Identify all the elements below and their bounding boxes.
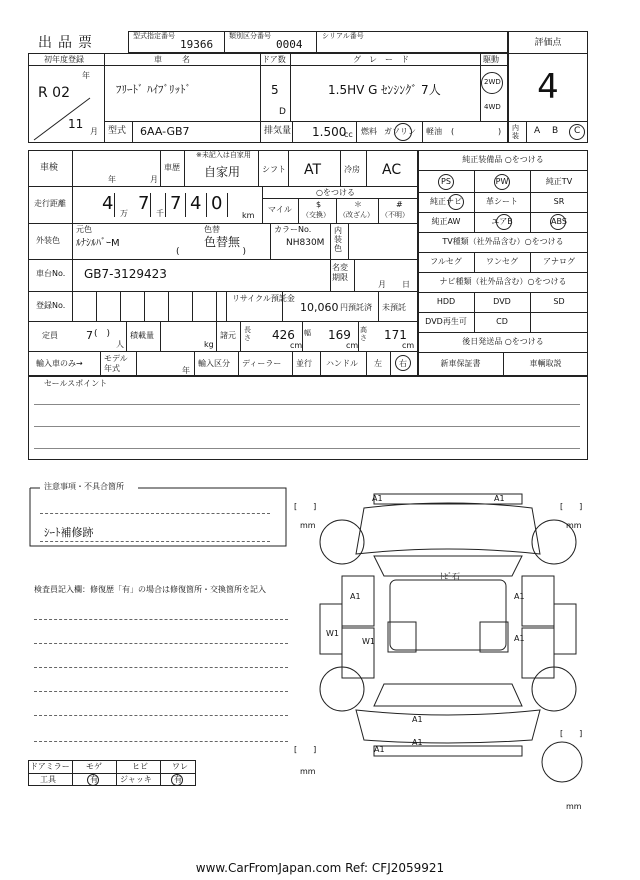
length-cm: cm — [290, 341, 303, 350]
class-no: 0004 — [276, 38, 303, 51]
dmg-label-front-bumper: A1 — [372, 494, 383, 503]
tire-paren-fr: [ ] — [560, 502, 583, 511]
model-year-label: モデル年式 — [104, 354, 128, 373]
handle-selected-circle — [395, 355, 411, 371]
dmg-label-right-front-door: A1 — [514, 592, 525, 601]
model-approval-label: 型式指定番号 — [133, 32, 175, 40]
inspection-month-unit: 月 — [150, 175, 158, 184]
displacement-label: 排気量 — [264, 126, 292, 136]
doors-label: ドア数 — [262, 55, 286, 64]
interior-selected-circle — [569, 124, 585, 140]
name-change-day: 日 — [402, 280, 410, 289]
parallel-label: 並行 — [296, 359, 312, 368]
footer-ref: www.CarFromJapan.com Ref: CFJ2059921 — [195, 861, 445, 875]
tv-analog: アナログ — [543, 257, 575, 266]
recycle-deposited: 円預託済 — [340, 303, 372, 312]
doors-type: D — [279, 107, 286, 117]
notes-title: 注意事項・不具合箇所 — [44, 482, 124, 491]
color-no: NH830M — [286, 238, 325, 248]
fuel-light-oil: 軽油 — [426, 127, 442, 136]
fuel-label: 燃料 — [361, 127, 377, 136]
width: 169 — [328, 328, 351, 342]
swap-symbol: $ — [316, 200, 322, 209]
navi-cd: CD — [496, 317, 508, 326]
unknown-symbol: # — [396, 200, 403, 209]
tire-mm-rl: mm — [300, 767, 316, 776]
dmg-label-right-rear-door: A1 — [514, 634, 525, 643]
color-label: 外装色 — [36, 236, 60, 245]
tire-paren-rl: [ ] — [294, 745, 317, 754]
mileage-digit-4: 4 — [190, 193, 202, 214]
dmg-label-rear-lower: A1 — [412, 738, 423, 747]
height-cm: cm — [402, 341, 415, 350]
height-label: 高さ — [360, 326, 367, 342]
import-type-label: 輸入区分 — [198, 359, 230, 368]
mileage-label: 走行距離 — [34, 199, 66, 208]
legend-crack: ワレ — [172, 762, 188, 771]
legend-tools-label: 工具 — [40, 775, 56, 784]
displacement: 1.500 — [312, 125, 347, 139]
dmg-label-rear-bumper: A1 — [374, 745, 385, 754]
equip-airbag-circle — [496, 214, 512, 230]
equip-pw-circle — [494, 174, 510, 190]
unknown-label: （不明） — [381, 211, 409, 219]
model-approval-no: 19366 — [180, 38, 214, 51]
cooler-label: 冷房 — [344, 165, 360, 174]
details-table — [28, 150, 418, 376]
original-color-label: 元色 — [76, 225, 92, 234]
navi-hdd: HDD — [436, 297, 456, 306]
tire-mm-fr: mm — [566, 521, 582, 530]
repaint-paren: ( ) — [176, 247, 247, 257]
tire-paren-fl: [ ] — [294, 502, 317, 511]
mileage-digit-2: 7 — [138, 193, 150, 214]
import-label: 輸入車のみ→ — [36, 359, 83, 368]
width-label: 幅 — [304, 329, 311, 337]
equip-tv: 純正TV — [545, 177, 573, 186]
tamper-label: （改ざん） — [339, 211, 374, 219]
handle-left: 左 — [374, 359, 382, 368]
interior-grade-a: A — [534, 126, 541, 136]
equip-leather: 革シート — [486, 197, 518, 206]
dmg-label-left-front-door: A1 — [350, 592, 361, 601]
car-name-label: 車名 — [154, 55, 210, 64]
interior-label: 内装 — [512, 124, 519, 140]
car-name: ﾌﾘｰﾄﾞ ﾊｲﾌﾞﾘｯﾄﾞ — [116, 83, 191, 96]
model-label: 型式 — [108, 126, 127, 136]
later-title: 後日発送品 ○をつける — [462, 337, 544, 346]
handle-right: 右 — [399, 359, 407, 368]
equip-aw: 純正AW — [431, 217, 461, 226]
dmg-label-left-step: W1 — [326, 629, 339, 638]
drive-4wd: 4WD — [484, 103, 501, 111]
tire-paren-rr: [ ] — [560, 729, 583, 738]
equip-abs: ABS — [551, 217, 567, 226]
recycle-label: リサイクル預託金 — [232, 294, 295, 303]
interior-grade-c: C — [574, 126, 581, 136]
notes-frame — [26, 482, 290, 550]
first-reg-label: 初年度登録 — [44, 55, 84, 64]
equip-ps-circle — [438, 174, 454, 190]
tv-fullseg: フルセグ — [430, 257, 462, 266]
chassis-label: 車台No. — [36, 269, 66, 278]
legend-mirror-label: ドアミラー — [30, 762, 70, 771]
mileage-km: km — [242, 211, 255, 220]
history: 自家用 — [204, 165, 241, 179]
grade-score-label: 評価点 — [534, 38, 562, 48]
shift: AT — [304, 162, 322, 178]
length: 426 — [272, 328, 295, 342]
equip-abs-circle — [550, 214, 566, 230]
mile-label: マイル — [268, 205, 292, 214]
dims-label: 諸元 — [220, 331, 236, 340]
capacity-paren: ( ) — [94, 329, 111, 339]
dealer-label: ディーラー — [242, 359, 282, 368]
later-warranty: 新車保証書 — [440, 359, 481, 368]
dmg-label-windshield: ﾄﾋﾞ石 — [440, 572, 460, 581]
fuel-selected-circle — [394, 123, 412, 141]
legend-scratch: ヒビ — [132, 762, 148, 771]
recycle-not: 未預託 — [382, 303, 406, 312]
notes-text: ｼｰﾄ補修跡 — [44, 526, 94, 539]
first-reg-year: R 02 — [38, 85, 70, 101]
history-label: 車歴 — [164, 163, 180, 172]
equip-airbag: エアB — [491, 217, 513, 226]
cooler: AC — [382, 162, 402, 178]
mileage-digit-5: 0 — [211, 193, 223, 214]
name-change-month: 月 — [378, 280, 386, 289]
tire-mm-fl: mm — [300, 521, 316, 530]
drive-label: 駆動 — [483, 55, 499, 64]
interior-color-label: 内装色 — [334, 226, 342, 253]
legend-mirror-val: モゲ — [86, 762, 102, 771]
tire-mm-spare: mm — [566, 802, 582, 811]
car-damage-diagram — [290, 484, 600, 814]
inspector-title: 検査員記入欄：修復歴「有」の場合は修復箇所・交換箇所を記入 — [34, 585, 266, 594]
length-label: 長さ — [244, 326, 251, 342]
capacity: 7 — [86, 329, 93, 342]
sheet-title: 出品票 — [38, 35, 98, 51]
tv-title: TV種類（社外品含む）○をつける — [442, 237, 564, 246]
model: 6AA-GB7 — [140, 125, 190, 138]
mileage-unit-sen: 千 — [156, 209, 164, 218]
reg-no-label: 登録No. — [36, 301, 66, 310]
grade-label: グレード — [353, 55, 417, 64]
load-unit: kg — [204, 340, 214, 349]
capacity-unit: 人 — [116, 340, 124, 349]
tv-oneseg: ワンセグ — [486, 257, 518, 266]
later-manual: 車輌取説 — [529, 359, 562, 368]
fuel-gasoline: ガソリン — [384, 127, 416, 136]
dmg-label-rear-panel: A1 — [412, 715, 423, 724]
inspection-label: 車検 — [40, 163, 59, 173]
legend-jack-label: ジャッキ — [120, 775, 152, 784]
equip-navi: 純正ナビ — [430, 197, 462, 206]
first-reg-month: 11 — [68, 117, 84, 131]
doors: 5 — [271, 83, 279, 97]
tamper-symbol: ＊ — [354, 200, 362, 209]
capacity-label: 定員 — [42, 331, 58, 340]
handle-label: ハンドル — [326, 359, 358, 368]
jack-selected-circle — [171, 774, 183, 786]
displacement-unit: cc — [344, 130, 353, 139]
navi-title: ナビ種類（社外品含む）○をつける — [439, 277, 567, 286]
legend-tools-val: 有 — [90, 775, 98, 784]
mileage-circle-note: ○をつける — [316, 188, 355, 197]
model-year-unit: 年 — [182, 366, 190, 375]
height: 171 — [384, 328, 407, 342]
mileage-digit-3: 7 — [170, 193, 182, 214]
name-change-label: 名変期限 — [332, 263, 348, 282]
equip-sr: SR — [553, 197, 565, 206]
inspection-year-unit: 年 — [108, 175, 116, 184]
navi-dvd: DVD — [493, 297, 511, 306]
history-note: ※未記入は自家用 — [196, 151, 251, 159]
width-cm: cm — [346, 341, 359, 350]
chassis: GB7-3129423 — [84, 267, 167, 281]
swap-label: （交換） — [302, 211, 330, 219]
dmg-label-left-rear-door: W1 — [362, 637, 375, 646]
equip-ps: PS — [441, 177, 451, 186]
recycle-amount: 10,060 — [300, 301, 339, 314]
dmg-label-front-right: A1 — [494, 494, 505, 503]
interior-grade-b: B — [552, 126, 559, 136]
class-label: 類別区分番号 — [229, 32, 271, 40]
equipment-title: 純正装備品 ○をつける — [462, 155, 544, 164]
repaint: 色替無 — [204, 235, 241, 249]
navi-dvd-play: DVD再生可 — [425, 317, 467, 326]
first-reg-month-unit: 月 — [90, 127, 98, 136]
equip-navi-circle — [448, 194, 464, 210]
tools-selected-circle — [87, 774, 99, 786]
grade: 1.5HV G ｾﾝｼﾝｸﾞ 7人 — [328, 83, 441, 97]
drive-2wd: 2WD — [484, 78, 501, 86]
navi-sd: SD — [553, 297, 565, 306]
first-reg-year-unit: 年 — [82, 71, 90, 80]
mileage-digit-1: 4 — [102, 193, 114, 214]
color-no-label: カラーNo. — [274, 225, 312, 234]
original-color: ﾙﾅｼﾙﾊﾞｰM — [76, 238, 120, 249]
grade-score: 4 — [537, 67, 559, 107]
mileage-unit-man: 万 — [120, 209, 128, 218]
equip-pw: PW — [495, 177, 509, 186]
legend-jack-val: 有 — [174, 775, 182, 784]
serial-label: シリアル番号 — [322, 32, 364, 40]
shift-label: シフト — [262, 165, 286, 174]
repaint-label: 色替 — [204, 225, 220, 234]
sales-point-label: セールスポイント — [44, 379, 108, 388]
load-label: 積載量 — [130, 331, 154, 340]
